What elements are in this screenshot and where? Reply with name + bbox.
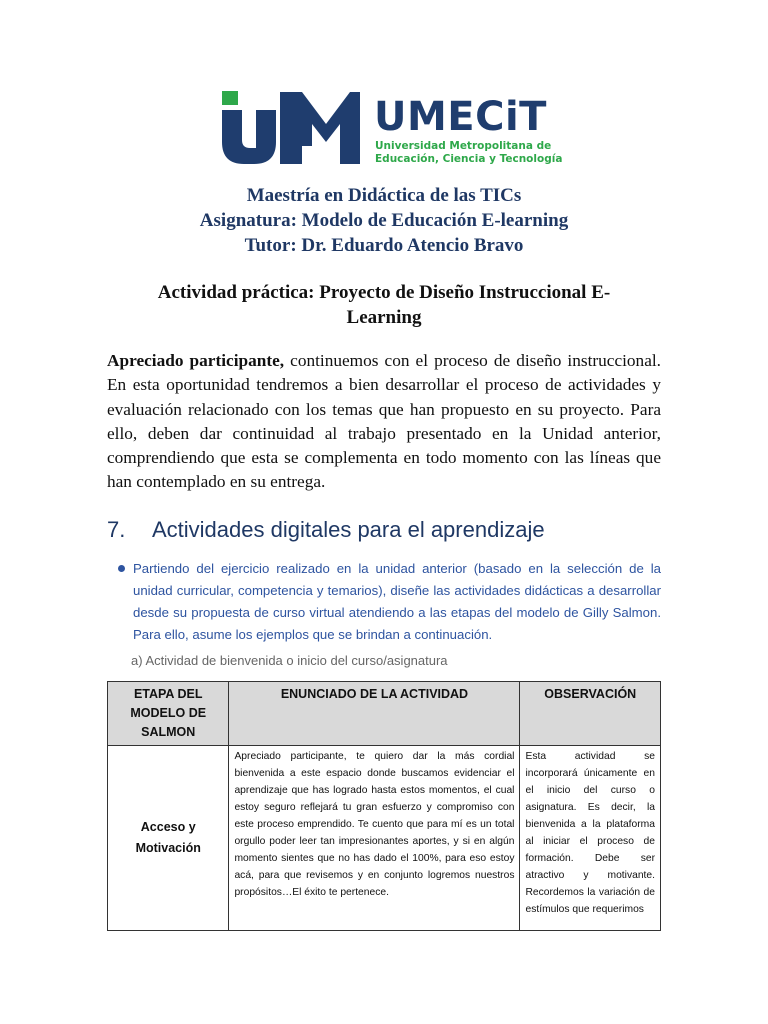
activity-table — [107, 681, 661, 931]
section-number: 7. — [107, 517, 126, 542]
section-heading — [107, 515, 545, 545]
observation-cell: Esta actividad se incorporará únicamente en el inicio del curso o asignatura. Es decir, la bienvenida a la plataforma al iniciar el proceso de formación. Debe ser atractivo y motivante. Recordemos la variación de estímulos que requerimos — [520, 746, 661, 931]
bullet-icon — [118, 565, 125, 572]
instruction-bullet — [118, 558, 661, 646]
tutor-name: Tutor: Dr. Eduardo Atencio Bravo — [244, 235, 524, 256]
brand-name: UMECiT — [374, 94, 547, 140]
logo-m-shape — [280, 92, 360, 164]
stage-cell — [108, 746, 229, 931]
brand-subtitle-line1: Universidad Metropolitana de — [375, 140, 552, 152]
table-header-row — [108, 682, 661, 746]
instruction-text: Partiendo del ejercicio realizado en la unidad anterior (basado en la selección de la unidad curricular, competencia y temarios), diseñe las actividades didácticas a desarrollar desde su propuesta de curso virtual atendiendo a las etapas del modelo de Gilly Salmon. Para ello, asume los ejemplos que se brindan a continuación. — [133, 561, 661, 642]
header-statement: ENUNCIADO DE LA ACTIVIDAD — [229, 682, 520, 746]
section-title: Actividades digitales para el aprendizaje — [152, 517, 545, 542]
header-observation: OBSERVACIÓN — [520, 682, 661, 746]
brand-subtitle — [375, 140, 562, 166]
activity-title — [120, 280, 648, 330]
header-stage-line3: SALMON — [141, 725, 196, 739]
brand-subtitle-line2: Educación, Ciencia y Tecnología — [375, 153, 563, 165]
table-row — [108, 746, 661, 931]
subheading-welcome-activity: a) Actividad de bienvenida o inicio del curso/asignatura — [131, 653, 448, 668]
program-title: Maestría en Didáctica de las TICs — [246, 185, 522, 206]
logo-u-shape — [222, 110, 276, 164]
header-stage-line2: MODELO DE — [130, 706, 207, 720]
statement-cell: Apreciado participante, te quiero dar la más cordial bienvenida a este espacio donde buscamos evidenciar el aprendizaje que has logrado hasta estos momentos, el cual estoy seguro reflejará tu gran esfuerzo y compromiso con este proceso emprendido. Te cuento que para mí es un total orgullo poder leer tan impresionantes aportes, y si en algún momento sientes que no has dado el 100%, para eso estoy acá, para que revisemos y en conjunto logremos nuestros propósitos…El éxito te pertenece. — [229, 746, 520, 931]
intro-text: continuemos con el proceso de diseño instruccional. En esta oportunidad tendremos a bien desarrollar el proceso de actividades y evaluación relacionado con los temas que han propuesto en su proyecto. Para ello, deben dar continuidad al trabajo presentado en la Unidad anterior, comprendiendo que esta se complementa en todo momento con las líneas que han contemplado en su entrega. — [107, 351, 661, 492]
header-stage-line1: ETAPA DEL — [133, 687, 203, 701]
header-stage — [108, 682, 229, 746]
logo-green-square — [222, 91, 238, 105]
intro-greeting: Apreciado participante, — [107, 351, 285, 370]
activity-title-line2: Learning — [346, 307, 422, 328]
intro-paragraph — [107, 349, 661, 495]
course-header — [0, 183, 768, 258]
subject-title: Asignatura: Modelo de Educación E-learning — [199, 210, 569, 231]
activity-title-line1: Actividad práctica: Proyecto de Diseño Instruccional E- — [157, 282, 611, 303]
stage-line1: Acceso y — [140, 820, 196, 834]
stage-line2: Motivación — [135, 841, 201, 855]
